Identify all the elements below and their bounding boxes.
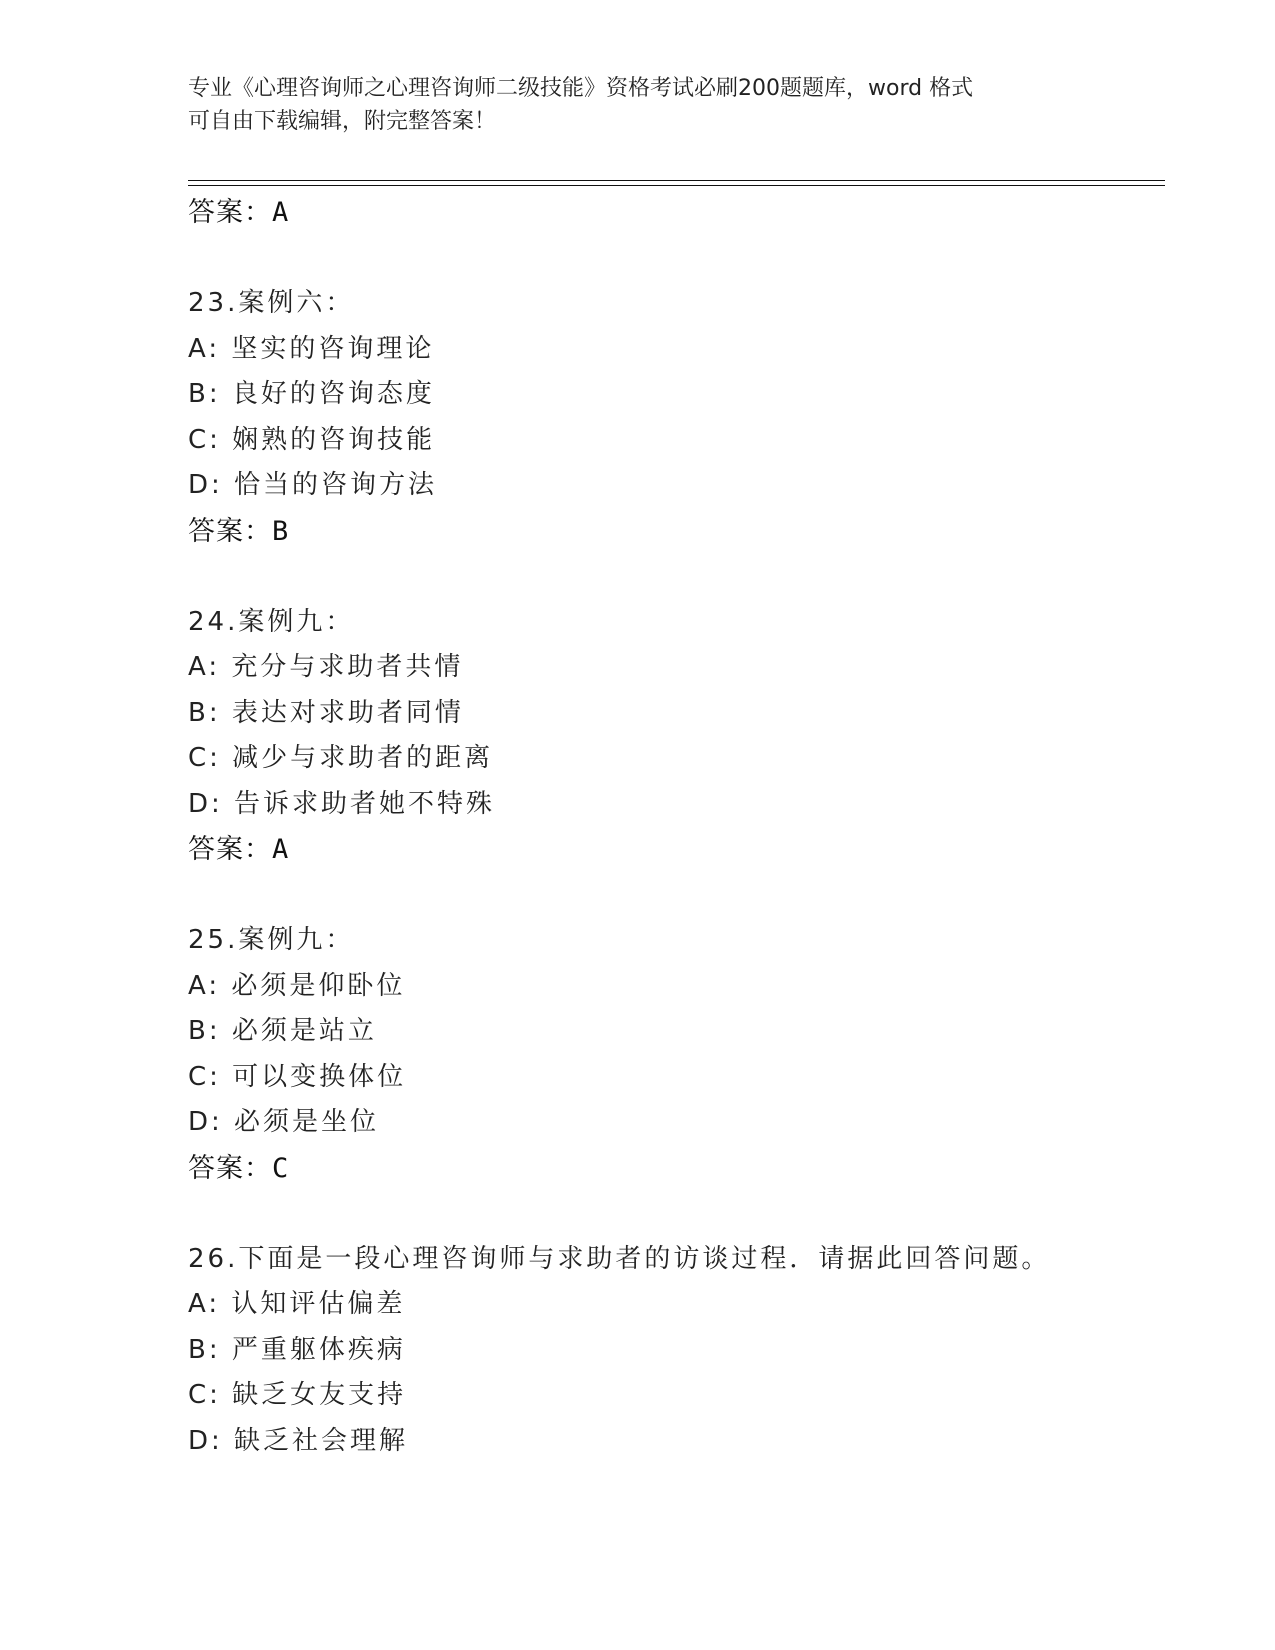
spacer [188, 236, 1165, 281]
spacer [188, 873, 1165, 918]
header-line-1: 专业《心理咨询师之心理咨询师二级技能》资格考试必刷200题题库，word 格式 [188, 76, 974, 101]
option-c: C: 缺乏女友支持 [188, 1380, 407, 1410]
question-23 [188, 281, 1165, 555]
option-a: A: 充分与求助者共情 [188, 652, 464, 682]
answer-value: B [272, 515, 290, 547]
option-b: B: 表达对求助者同情 [188, 697, 464, 728]
answer-line [188, 1146, 1165, 1192]
question-25 [188, 918, 1165, 1192]
header-divider-bottom [188, 185, 1165, 186]
option-d: D: 必须是坐位 [188, 1107, 380, 1137]
option-a: A: 必须是仰卧位 [188, 970, 406, 1001]
option-c: C: 娴熟的咨询技能 [188, 424, 436, 455]
header-line-2: 可自由下载编辑，附完整答案！ [188, 109, 497, 134]
question-title: 25.案例九： [188, 925, 355, 955]
document-header [188, 72, 1088, 138]
question-title: 24.案例九： [188, 606, 355, 637]
answer-label: 答案： [188, 197, 272, 228]
option-d: D: 告诉求助者她不特殊 [188, 788, 496, 819]
question-26 [188, 1237, 1165, 1465]
answer-label: 答案： [188, 1152, 272, 1184]
option-d: D: 缺乏社会理解 [188, 1425, 409, 1456]
option-b: B: 必须是站立 [188, 1016, 377, 1046]
answer-label: 答案： [188, 834, 272, 865]
answer-line [188, 190, 1165, 236]
question-24 [188, 600, 1165, 874]
header-divider-top [188, 180, 1165, 181]
answer-value: A [272, 197, 290, 228]
option-d: D: 恰当的咨询方法 [188, 470, 438, 500]
option-a: A: 坚实的咨询理论 [188, 333, 435, 364]
answer-value: C [272, 1152, 290, 1184]
option-c: C: 减少与求助者的距离 [188, 743, 494, 773]
question-title: 23.案例六： [188, 288, 355, 318]
answer-line [188, 827, 1165, 873]
answer-label: 答案： [188, 515, 272, 547]
question-list [188, 190, 1165, 1464]
question-title: 26.下面是一段心理咨询师与求助者的访谈过程．请据此回答问题。 [188, 1243, 1051, 1274]
answer-line [188, 509, 1165, 555]
option-b: B: 严重躯体疾病 [188, 1334, 406, 1365]
option-c: C: 可以变换体位 [188, 1061, 407, 1092]
answer-value: A [272, 834, 290, 865]
spacer [188, 555, 1165, 600]
spacer [188, 1192, 1165, 1237]
option-b: B: 良好的咨询态度 [188, 379, 435, 409]
option-a: A: 认知评估偏差 [188, 1289, 406, 1319]
